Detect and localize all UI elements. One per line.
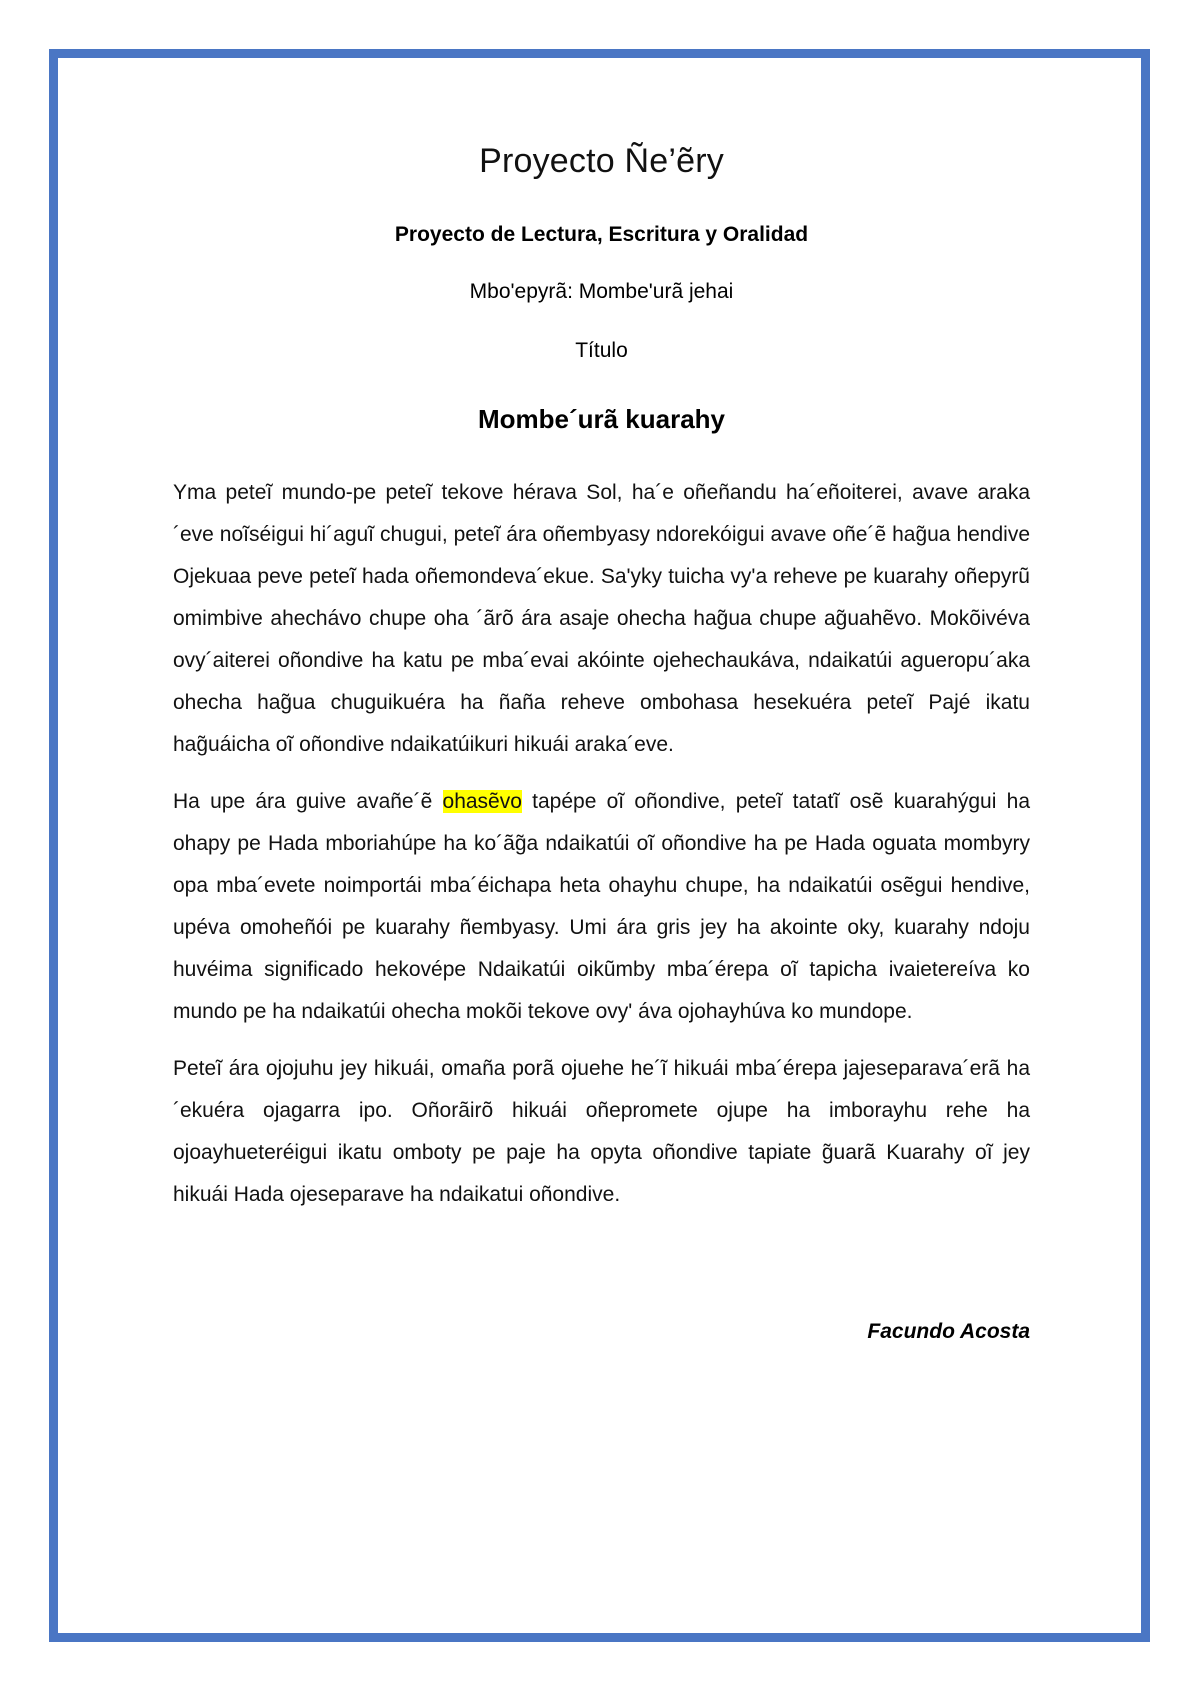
paragraph-1-text: Yma peteĩ mundo-pe peteĩ tekove hérava Sol, ha´e oñeñandu ha´eñoiterei, avave araka´eve noĩséigui hi´aguĩ chugui, peteĩ ára oñembyasy ndorekóigui avave oñe´ẽ hag̃ua hendive Ojekuaa peve peteĩ hada oñemondeva´ekue. Sa'yky tuicha vy'a reheve pe kuarahy oñepyrũ omimbive ahechávo chupe oha ´ãrõ ára asaje ohecha hag̃ua chupe ag̃uahẽvo. Mokõivéva ovy´aiterei oñondive ha katu pe mba´evai akóinte ojehechaukáva, ndaikatúi agueropu´aka ohecha hag̃ua chuguikuéra ha ñaña reheve ombohasa hesekuéra peteĩ Pajé ikatu hag̃uáicha oĩ oñondive ndaikatúikuri hikuái araka´eve. [173,481,1030,756]
document-title: Proyecto Ñe’ẽry [479,142,724,180]
author-signature: Facundo Acosta [867,1320,1030,1343]
paragraph-2-text-start: Ha upe ára guive avañe´ẽ [173,790,443,813]
document-theme: Mbo'epyrã: Mombe'urã jehai [469,280,734,303]
highlighted-word: ohasẽvo [442,790,522,813]
title-label: Título [575,339,628,362]
paragraph-1 [173,472,1030,766]
paragraph-2 [173,781,1030,1033]
story-title: Mombe´urã kuarahy [477,404,726,434]
story-body [173,472,1030,1231]
paragraph-3 [173,1048,1030,1216]
paragraph-3-text: Peteĩ ára ojojuhu jey hikuái, omaña porã ojuehe he´ĩ hikuái mba´érepa jajeseparava´erã ha´ekuéra ojagarra ipo. Oñorãirõ hikuái oñepromete ojupe ha imborayhu rehe ha ojoayhueteréigui ikatu omboty pe paje ha opyta oñondive tapiate g̃uarã Kuarahy oĩ jey hikuái Hada ojeseparave ha ndaikatui oñondive. [173,1057,1030,1206]
paragraph-2-text-end: tapépe oĩ oñondive, peteĩ tatatĩ osẽ kuarahýgui ha ohapy pe Hada mboriahúpe ha ko´ãg̃a ndaikatúi oĩ oñondive ha pe Hada oguata mombyry opa mba´evete noimportái mba´éichapa heta ohayhu chupe, ha ndaikatúi osẽgui hendive, upéva omoheñói pe kuarahy ñembyasy. Umi ára gris jey ha akointe oky, kuarahy ndoju huvéima significado hekovépe Ndaikatúi oikũmby mba´érepa oĩ tapicha ivaietereíva ko mundo pe ha ndaikatúi ohecha mokõi tekove ovy' áva ojohayhúva ko mundope. [173,790,1030,1023]
document-subtitle: Proyecto de Lectura, Escritura y Oralidad [394,223,809,246]
